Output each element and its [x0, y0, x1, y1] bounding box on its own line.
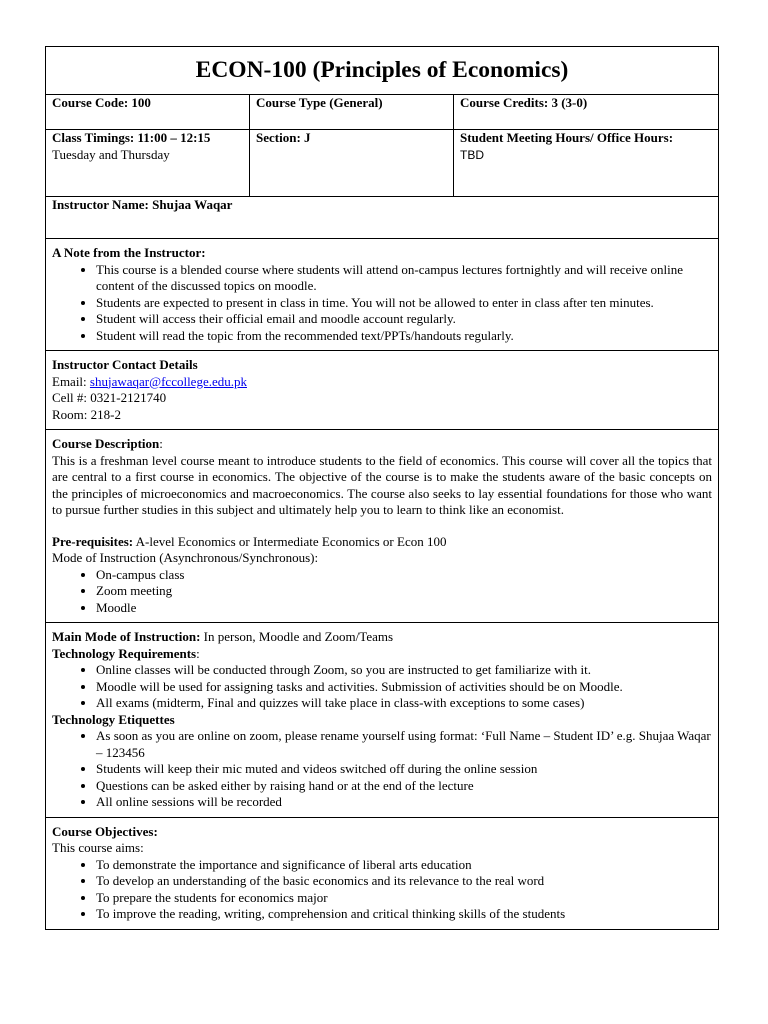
prereq-label: Pre-requisites:: [52, 533, 134, 549]
list-item: • Student will access their official email and moodle account regularly.: [96, 311, 712, 328]
main-mode-line: [52, 629, 712, 646]
meeting-hours-label: Student Meeting Hours/ Office Hours:: [460, 130, 674, 145]
description-section: [46, 430, 719, 623]
list-item: • To demonstrate the importance and significance of liberal arts education: [96, 857, 712, 874]
list-item: • All online sessions will be recorded: [96, 794, 712, 811]
syllabus-table: [45, 46, 719, 930]
description-heading-line: [52, 436, 712, 453]
list-item: • Students will keep their mic muted and videos switched off during the online session: [96, 761, 712, 778]
list-item: • Questions can be asked either by raising hand or at the end of the lecture: [96, 778, 712, 795]
description-heading: Course Description: [52, 436, 160, 451]
list-item: • To develop an understanding of the basic economics and its relevance to the real word: [96, 873, 712, 890]
list-item: • As soon as you are online on zoom, please rename yourself using format: ‘Full Name – Student ID’ e.g. Shujaa Waqar – 123456: [96, 728, 712, 761]
course-type-cell: [250, 95, 454, 130]
list-item: • To prepare the students for economics major: [96, 890, 712, 907]
main-mode-text: In person, Moodle and Zoom/Teams: [200, 629, 394, 644]
list-item: • Student will read the topic from the recommended text/PPTs/handouts regularly.: [96, 328, 712, 345]
class-days: Tuesday and Thursday: [52, 146, 170, 162]
mode-label: Mode of Instruction (Asynchronous/Synchronous):: [52, 550, 319, 565]
tech-req-colon: :: [196, 645, 200, 661]
course-code: Course Code: 100: [52, 95, 151, 110]
objectives-intro: This course aims:: [52, 840, 144, 855]
etiquette-label: Technology Etiquettes: [52, 711, 175, 727]
section: Section: J: [256, 130, 311, 145]
note-list: [52, 262, 712, 345]
email-label: Email:: [52, 373, 90, 389]
list-item: • This course is a blended course where students will attend on-campus lectures fortnightly and will receive online content of the discussed topics on moodle.: [96, 262, 712, 295]
list-item: • All exams (midterm, Final and quizzes will take place in class-with exceptions to some cases): [96, 695, 712, 712]
objectives-heading: Course Objectives:: [52, 823, 158, 839]
course-code-cell: [46, 95, 250, 130]
list-item: • Moodle will be used for assigning tasks and activities. Submission of activities should be on Moodle.: [96, 679, 712, 696]
course-credits: Course Credits: 3 (3-0): [460, 95, 588, 110]
contact-heading: Instructor Contact Details: [52, 357, 198, 372]
prereq-text: A-level Economics or Intermediate Economics or Econ 100: [133, 533, 447, 549]
note-heading: A Note from the Instructor:: [52, 245, 206, 260]
objectives-section: [46, 817, 719, 929]
tech-req-label: Technology Requirements: [52, 645, 197, 661]
tech-req-list: [52, 662, 712, 712]
list-item: • Zoom meeting: [96, 583, 712, 600]
course-credits-cell: [454, 95, 719, 130]
objectives-list: [52, 857, 712, 923]
meeting-hours-value: TBD: [460, 147, 484, 162]
title-cell: [46, 47, 719, 95]
prereq-line: [52, 534, 712, 551]
syllabus-page: [45, 46, 718, 930]
instructor-note-section: [46, 239, 719, 351]
room: Room: 218-2: [52, 406, 121, 422]
email-link[interactable]: shujawaqar@fccollege.edu.pk: [89, 373, 247, 389]
contact-section: [46, 351, 719, 430]
page-title: ECON-100 (Principles of Economics): [195, 57, 569, 83]
class-timings-cell: [46, 130, 250, 197]
list-item: • On-campus class: [96, 567, 712, 584]
list-item: • To improve the reading, writing, comprehension and critical thinking skills of the students: [96, 906, 712, 923]
section-cell: [250, 130, 454, 197]
cell-number: Cell #: 0321-2121740: [52, 390, 167, 405]
description-text: This is a freshman level course meant to introduce students to the field of economics. This course will cover all the topics that are central to a first course in economics. The objective of the course is to make the students aware of the basic concepts on the principles of microeconomics and macroeconomics. The course also seeks to lay essential foundations for those who want to pursue further studies in this subject and ultimately help you to learn to think like an economist.: [52, 452, 713, 517]
class-timings: Class Timings: 11:00 – 12:15: [52, 130, 211, 145]
list-item: • Students are expected to present in class in time. You will not be allowed to enter in class after ten minutes.: [96, 295, 712, 312]
mode-list: [52, 567, 712, 617]
etiquette-list: [52, 728, 712, 811]
instructor-name: Instructor Name: Shujaa Waqar: [52, 197, 233, 212]
description-heading-colon: :: [159, 436, 163, 451]
list-item: • Moodle: [96, 600, 712, 617]
instructor-name-cell: [46, 197, 719, 239]
course-type: Course Type (General): [256, 95, 383, 110]
instruction-section: [46, 623, 719, 818]
list-item: • Online classes will be conducted through Zoom, so you are instructed to get familiarize with it.: [96, 662, 712, 679]
email-line: [52, 374, 712, 391]
main-mode-label: Main Mode of Instruction:: [52, 629, 201, 644]
tech-req-line: [52, 646, 712, 663]
meeting-hours-cell: [454, 130, 719, 197]
